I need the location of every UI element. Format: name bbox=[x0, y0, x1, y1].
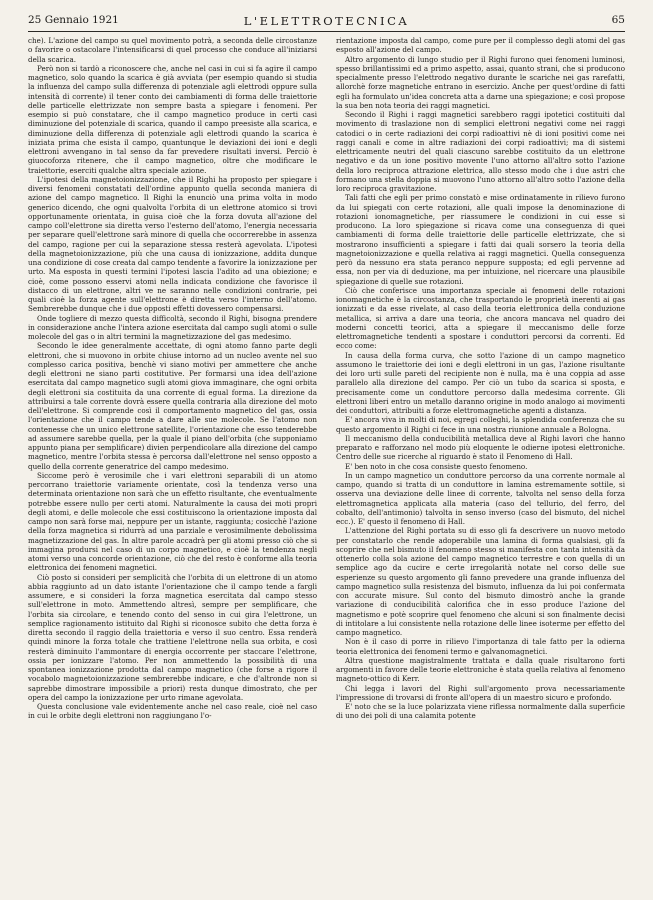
right-column bbox=[336, 36, 625, 721]
paragraph: E' ben noto in che cosa consiste questo fenomeno. bbox=[345, 461, 528, 471]
paragraph: Siccome però è verosimile che i vari elettroni separabili di un atomo percorrano traiettorie variamente orientate, così la tendenza verso una determinata orientazione non sarà che un effetto risultante, che eventualmente potrebbe essere nullo per certi atomi. Naturalmente la causa dei moti propri degli atomi, e delle molecole che essi costituiscono la orientazione imposta dal campo non sarà forse mai, neppure per un istante, raggiunta; cosicchè l'azione della forza magnetica si ridurrà ad una parziale e verosimilmente debolissima magnetizzazione del gas. In altre parole accadrà per gli atomi presso ciò che si immagina prodursi nel caso di un corpo magnetico, e cioè la tendenza negli atomi verso una concorde orientazione, ciò che del resto è conforme alla teoria elettronica dei fenomeni magnetici. bbox=[28, 470, 317, 573]
paragraph: che). L'azione del campo su quel movimento potrà, a seconda delle circostanze o favorire o ostacolare l'intensificarsi di quel processo che conduce all'iniziarsi della scarica. bbox=[28, 36, 317, 64]
header-rule bbox=[28, 31, 625, 32]
paragraph: In causa della forma curva, che sotto l'azione di un campo magnetico assumono le traiettorie dei ioni e degli elettroni in un gas, l'azione risultante dei loro urti sulle pareti del recipiente non è nulla, ma è una coppia ad asse parallelo alla direzione del campo. Per ciò un tubo da scarica si sposta, e precisamente come un conduttore percorso dalla medesima corrente. Gli elettroni liberi entro un metallo daranno origine in modo analogo ai movimenti dei conduttori, attribuiti a forze elettromagnetiche agenti a distanza. bbox=[336, 350, 625, 415]
left-column bbox=[28, 36, 317, 721]
page-number: 65 bbox=[611, 14, 625, 26]
paragraph: Il meccanismo della conducibilità metallica deve al Righi lavori che hanno preparato e rafforzano nel modo più eloquente le odierne ipotesi elettroniche. Centro delle sue ricerche al riguardo è stato il Fenomeno di Hall. bbox=[336, 433, 625, 462]
paragraph: Onde togliere di mezzo questa difficoltà, secondo il Righi, bisogna prendere in considerazione anche l'intera azione esercitata dal campo sugli atomi o sulle molecole del gas o in altri termini la magnetizzazione del gas medesimo. bbox=[28, 313, 317, 341]
paragraph: Ciò posto si consideri per semplicità che l'orbita di un elettrone di un atomo abbia raggiunto ad un dato istante l'orientazione che il campo tende a fargli assumere, e si consideri la forza magnetica esercitata dal campo stesso sull'elettrone in moto. Ammettendo altresì, sempre per semplificare, che l'orbita sia circolare, e tenendo conto del senso in cui gira l'elettrone, un semplice ragionamento istituito dal Righi si riconosce subito che detta forza è diretta secondo il raggio della traiettoria e verso il suo centro. Essa renderà quindi minore la forza totale che trattiene l'elettrone nella sua orbita, e così resterà diminuito l'ammontare di energia occorrente per staccare l'elettrone, ossia per ionizzare l'atomo. Per non ammettendo la possibilità di una spontanea ionizzazione prodotta dal campo magnetico (che forse a rigore il vocabolo magnetoionizzazione sembrerebbe indicare, e che d'altronde non si saprebbe dimostrare impossibile a priori) resta dunque dimostrato, che per opera del campo la ionizzazione per urto rimane agevolata. bbox=[28, 572, 317, 702]
paragraph: Chi legga i lavori del Righi sull'argomento prova necessariamente l'impressione di trovarsi di fronte all'opera di un maestro sicuro e profondo. bbox=[336, 683, 625, 702]
issue-date: 25 Gennaio 1921 bbox=[28, 14, 119, 26]
paragraph: Altro argomento di lungo studio per il Righi furono quei fenomeni luminosi, spesso brillantissimi ed a primo aspetto, assai, quanto strani, che si producono specialmente presso l'elettrodo negativo durante le scariche nei gas rarefatti, allorchè forze magnetiche entrano in esercizio. Anche per quest'ordine di fatti egli ha formulato un'idea concreta atta a darne una spiegazione; e così propose la sua ben nota teoria dei raggi magnetici. bbox=[336, 54, 625, 110]
paragraph: L'ipotesi della magnetoionizzazione, che il Righi ha proposto per spiegare i diversi fenomeni constatati dell'ordine appunto quella seconda maniera di azione del campo magnetico. Il Righi la enunciò una prima volta in modo generico dicendo, che ogni qualvolta l'orbita di un elettrone atomico si trovi opportunamente orientata, in guisa cioè che la forza dovuta all'azione del campo coll'elettrone sia diretta verso l'esterno dell'atomo, l'energia necessaria per separare quell'elettrone sarà minore di quella che occorrerebbe in assenza del campo, ragione per cui la separazione stessa resterà agevolata. L'ipotesi della magnetoionizzazione, più che una causa di ionizzazione, addita dunque una condizione di cose creata dal campo tendente a favorire la ionizzazione per urto. Ma esposta in questi termini l'ipotesi lascia l'adito ad una obiezione; e cioè, come possono esservi atomi nella indicata condizione che favorisce il distacco di un elettrone, altri ve ne saranno nelle condizioni contrarie, pei quali cioè la forza agente sull'elettrone è diretta verso l'interno dell'atomo. Sembrerebbe dunque che i due opposti effetti dovessero compensarsi. bbox=[28, 174, 317, 314]
paragraph: E' ancora viva in molti di noi, egregi colleghi, la splendida conferenza che su questo argomento il Righi ci fece in una nostra riunione annuale a Bologna. bbox=[336, 415, 625, 434]
paragraph: Secondo le idee generalmente accettate, di ogni atomo fanno parte degli elettroni, che si muovono in orbite chiuse intorno ad un nucleo avente nel suo complesso carica positiva, benchè vi siano motivi per ammettere che anche degli elettroni ne siano parti costitutive. Per formarsi una idea dell'azione esercitata dal campo magnetico sugli atomi giova immaginare, che ogni orbita degli elettroni sia costituita da una corrente di egual forma. La direzione da attribuirsi a tale corrente dovrà essere quella contraria alla direzione del moto dell'elettrone. Si comprende così il comportamento magnetico del gas, ossia l'orientazione che il campo tende a dare alle sue molecole. Se l'atomo non contenesse che un unico elettrone satellite, l'orientazione che esso tenderebbe ad assumere sarebbe quella, per la quale il piano dell'orbita (che supponiamo appunto piana per semplificare) divien perpendicolare alla direzione del campo magnetico, mentre l'orbita stessa è percorsa dall'elettrone nel senso opposto a quello della corrente generatrice del campo medesimo. bbox=[28, 341, 317, 471]
running-header bbox=[28, 14, 625, 28]
paragraph: Tali fatti che egli per primo constatò e mise ordinatamente in rilievo furono da lui spiegati con certe rotazioni, alle quali impose la denominazione di rotazioni ionomagnetiche, per riassumere le condizioni in cui esse si producono. La loro spiegazione si ricava come una conseguenza di quei cambiamenti di forma delle traiettorie delle particelle elettrizzate, che si mostrarono insufficienti a spiegare i fatti dai quali sorsero la teoria della magnetoionizzazione e quella relativa ai raggi magnetici. Quella conseguenza però da nessuno era stata peranco neppure supposta; ed egli pervenne ad essa, non per via di deduzione, ma per intuizione, nel ricercare una plausibile spiegazione di quelle sue rotazioni. bbox=[336, 193, 625, 286]
paragraph: Altra questione magistralmente trattata e dalla quale risultarono forti argomenti in favore delle teorie elettroniche è stata quella relativa al fenomeno magneto-ottico di Kerr. bbox=[336, 655, 626, 684]
paragraph: L'attenzione del Righi portata su di esso gli fa descrivere un nuovo metodo per constatarlo che rende adoperabile una lamina di forma qualsiasi, gli fa scoprire che nel bismuto il fenomeno stesso si manifesta con tanta intensità da ottenerlo colla sola azione del campo magnetico terrestre e con quella di un semplice ago da cucire e certe irregolarità notate nel corso delle sue esperienze su questo argomento gli fanno prevedere una grande influenza del campo magnetico sulla resistenza del bismuto, influenza da lui poi confermata con accurate misure. Sul conto del bismuto dimostrò anche la grande variazione di conducibilità calorifica che in esso produce l'azione del magnetismo e potè scoprire quel fenomeno che alcuni si son finalmente decisi di intitolare a lui consistente nella rotazione delle linee isoterme per effetto del campo magnetico. bbox=[336, 526, 625, 637]
paragraph: Questa conclusione vale evidentemente anche nel caso reale, cioè nel caso in cui le orbite degli elettroni non raggiungano l'o- bbox=[28, 702, 317, 721]
journal-title: L'ELETTROTECNICA bbox=[243, 14, 410, 28]
paragraph: Non è il caso di porre in rilievo l'importanza di tale fatto per la odierna teoria elettronica dei fenomeni termo e galvanomagnetici. bbox=[336, 637, 625, 656]
paragraph: Secondo il Righi i raggi magnetici sarebbero raggi ipotetici costituiti dal movimento di traslazione non di semplici elettroni negativi come nei raggi catodici o in certe radiazioni dei corpi radioattivi nè di ioni positivi come nei raggi canali e come in altre radiazioni dei corpi radioattivi; ma di sistemi elettricamente neutri del quali ciascuno sarebbe costituito da un elettrone negativo e da un ione positivo movente l'uno attorno all'altro sotto l'azione della loro reciproca attrazione elettrica, allo stesso modo che i due astri che formano una stella doppia si muovono l'uno attorno all'altro sotto l'azione della loro reciproca gravitazione. bbox=[336, 110, 625, 193]
paragraph: In un campo magnetico un conduttore percorso da una corrente normale al campo, quando si tratta di un conduttore in lamina estremamente sottile, si osserva una deviazione delle linee di corrente, talvolta nel senso della forza elettromagnetica applicata alla materia (caso del tellurio, del ferro, del cobalto, dell'antimonio) talvolta in senso inverso (caso del bismuto, del nichel ecc.). E' questo il fenomeno di Hall. bbox=[336, 470, 625, 526]
paragraph: rientazione imposta dal campo, come pure per il complesso degli atomi del gas esposto all'azione del campo. bbox=[336, 36, 625, 55]
paragraph: Ciò che conferisce una importanza speciale ai fenomeni delle rotazioni ionomagnetiche è la circostanza, che trasportando le proprietà inerenti ai gas ionizzati e da esse rivelate, al caso della teoria elettronica della conduzione metallica, si arriva a dare una teoria, che ancora mancava nel quadro dei moderni concetti teorici, atta a spiegare il meccanismo delle forze elettromagnetiche tendenti a spostare i conduttori percorsi da correnti. Ed ecco come: bbox=[336, 285, 625, 351]
paragraph: E' noto che se la luce polarizzata viene riflessa normalmente dalla superficie di uno dei poli di una calamita potente bbox=[336, 702, 625, 721]
paragraph: Però non si tardò a riconoscere che, anche nel casi in cui si fa agire il campo magnetico, solo quando la scarica è già avviata (per esempio quando si studia la influenza del campo sulla differenza di potenziale agli elettrodi oppure sulla intensità di corrente) il tener conto dei cambiamenti di forma delle traiettorie delle particelle elettrizzate non sempre basta a spiegare i fenomeni. Per esempio si può constatare, che il campo magnetico produce in certi casi diminuzione del potenziale di scarica, quando il campo preesiste alla scarica, e diminuzione della differenza di potenziale agli elettrodi quando la scarica è iniziata prima che esista il campo, quantunque le deviazioni dei ioni e degli elettroni avvengano in tal senso da far prevedere risultati inversi. Perciò è giuocoforza ritenere, che il campo magnetico, oltre che modificare le traiettorie, eserciti qualche altra speciale azione. bbox=[28, 63, 317, 175]
